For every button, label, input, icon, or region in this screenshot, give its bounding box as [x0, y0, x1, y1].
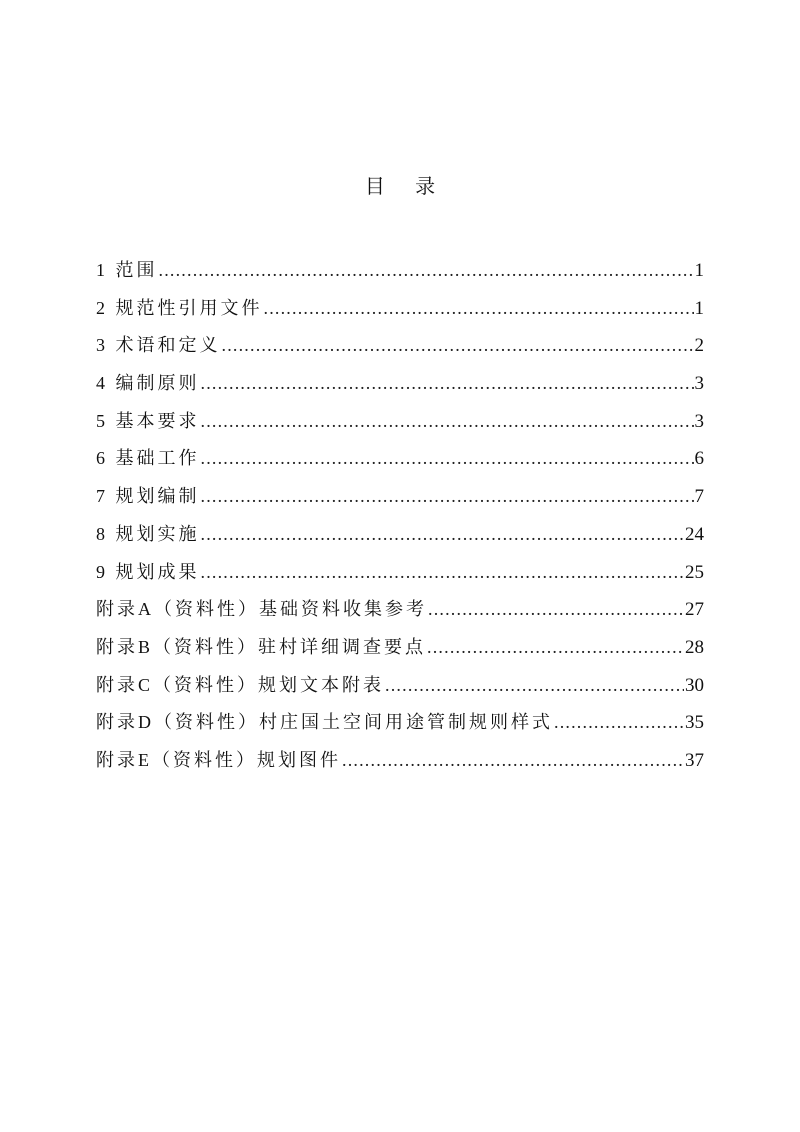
- toc-entry-page: 2: [694, 335, 704, 357]
- toc-entry-page: 24: [685, 523, 704, 545]
- toc-entry-label: 附录C（资料性）规划文本附表: [96, 674, 385, 695]
- page-title: 目 录: [364, 174, 448, 198]
- dot-leader: [201, 369, 694, 397]
- dot-leader: [159, 256, 694, 284]
- toc-entry-label: 6 基础工作: [96, 448, 200, 469]
- toc-entry[interactable]: [96, 746, 704, 784]
- toc-entry[interactable]: [96, 633, 704, 671]
- toc-entry-page: 27: [685, 599, 704, 621]
- toc-entry-page: 3: [694, 373, 704, 395]
- toc-entry[interactable]: [96, 708, 704, 746]
- toc-entry-page: 3: [694, 410, 704, 432]
- toc-entry[interactable]: [96, 407, 704, 445]
- toc-entry-label: 4 编制原则: [96, 373, 200, 394]
- toc-entry[interactable]: [96, 482, 704, 520]
- dot-leader: [201, 558, 685, 586]
- dot-leader: [222, 331, 694, 359]
- toc-entry-label: 9 规划成果: [96, 561, 200, 582]
- toc-entry-label: 2 规范性引用文件: [96, 297, 263, 318]
- dot-leader: [427, 633, 684, 661]
- toc-entry-page: 1: [694, 260, 704, 281]
- dot-leader: [264, 294, 694, 322]
- toc-entry-page: 1: [694, 297, 704, 319]
- toc-entry-label: 附录A（资料性）基础资料收集参考: [96, 599, 427, 620]
- toc-entry-page: 30: [685, 674, 704, 696]
- dot-leader: [428, 595, 684, 623]
- toc-entry-page: 6: [694, 448, 704, 470]
- toc-entry[interactable]: [96, 444, 704, 482]
- dot-leader: [201, 482, 694, 510]
- toc-entry-page: 35: [685, 712, 704, 734]
- toc-entry-label: 附录E（资料性）规划图件: [96, 749, 341, 770]
- toc-entry[interactable]: [96, 671, 704, 709]
- toc-entry-label: 8 规划实施: [96, 523, 200, 544]
- toc-entry-label: 1 范围: [96, 260, 158, 280]
- toc-entry[interactable]: [96, 558, 704, 596]
- dot-leader: [342, 746, 684, 774]
- toc-entry[interactable]: [96, 595, 704, 633]
- toc-entry[interactable]: [96, 520, 704, 558]
- toc-entry-label: 附录D（资料性）村庄国土空间用途管制规则样式: [96, 712, 553, 733]
- toc-entry-page: 37: [685, 749, 704, 771]
- dot-leader: [201, 444, 694, 472]
- dot-leader: [554, 708, 684, 736]
- toc-entry-page: 7: [694, 486, 704, 508]
- dot-leader: [385, 671, 684, 699]
- toc-entry-label: 附录B（资料性）驻村详细调查要点: [96, 636, 427, 657]
- dot-leader: [201, 407, 694, 435]
- toc-entry[interactable]: [96, 369, 704, 407]
- toc-entry[interactable]: [96, 294, 704, 332]
- table-of-contents: [96, 256, 704, 784]
- toc-entry[interactable]: [96, 256, 704, 294]
- dot-leader: [201, 520, 685, 548]
- toc-entry-label: 7 规划编制: [96, 486, 200, 507]
- toc-entry-label: 3 术语和定义: [96, 335, 221, 356]
- toc-entry-page: 25: [685, 561, 704, 583]
- toc-entry[interactable]: [96, 331, 704, 369]
- toc-entry-page: 28: [685, 636, 704, 658]
- toc-entry-label: 5 基本要求: [96, 410, 200, 431]
